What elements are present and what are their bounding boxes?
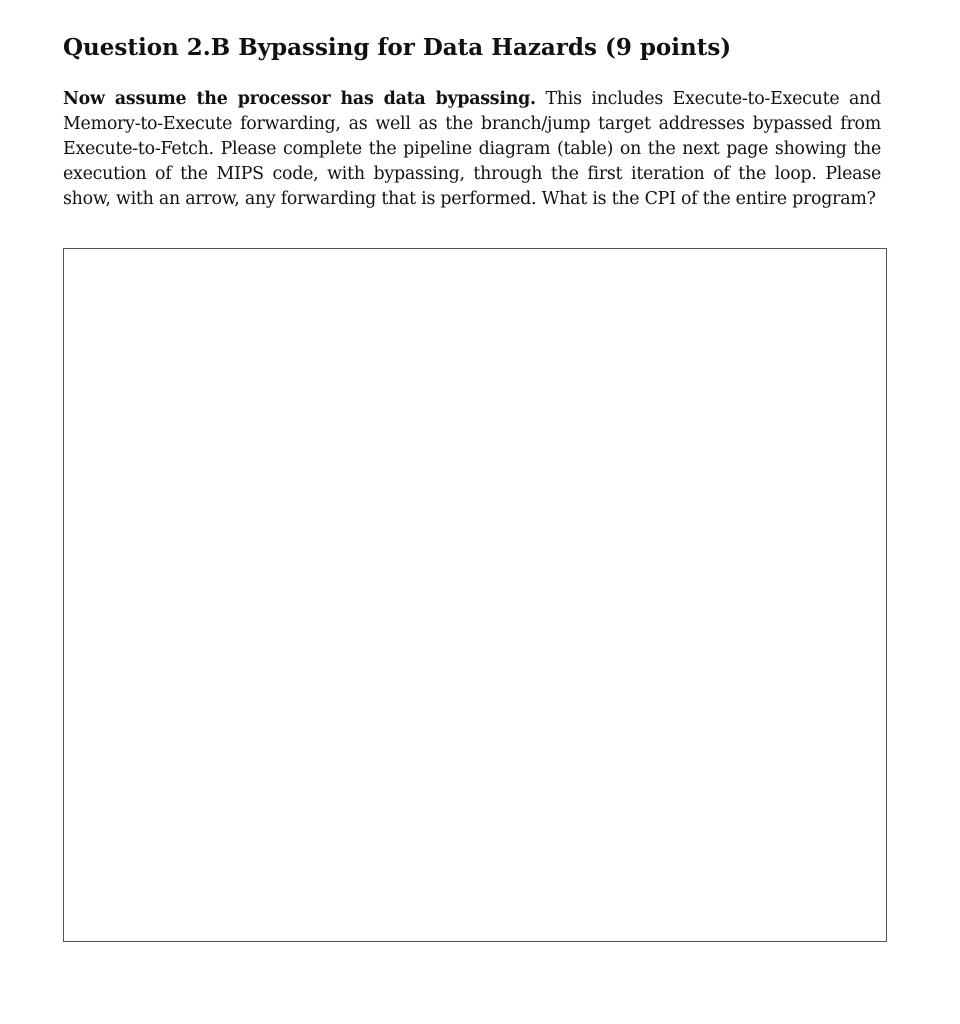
question-body: This includes Execute-to-Execute and Memory-to-Execute forwarding, as well as the branch/jump target addresses bypassed from Execute-to-Fetch. Please complete the pipeline diagram (table) on the next page showing the execution of the MIPS code, with bypassing, through the first iteration of the loop. Please show, with an arrow, any forwarding that is performed. What is the CPI of the entire program? [63, 89, 881, 209]
question-lead-sentence: Now assume the processor has data bypassing. [63, 89, 536, 109]
question-text [63, 87, 881, 212]
question-heading: Question 2.B Bypassing for Data Hazards (9 points) [63, 34, 732, 61]
answer-box[interactable] [63, 248, 887, 942]
